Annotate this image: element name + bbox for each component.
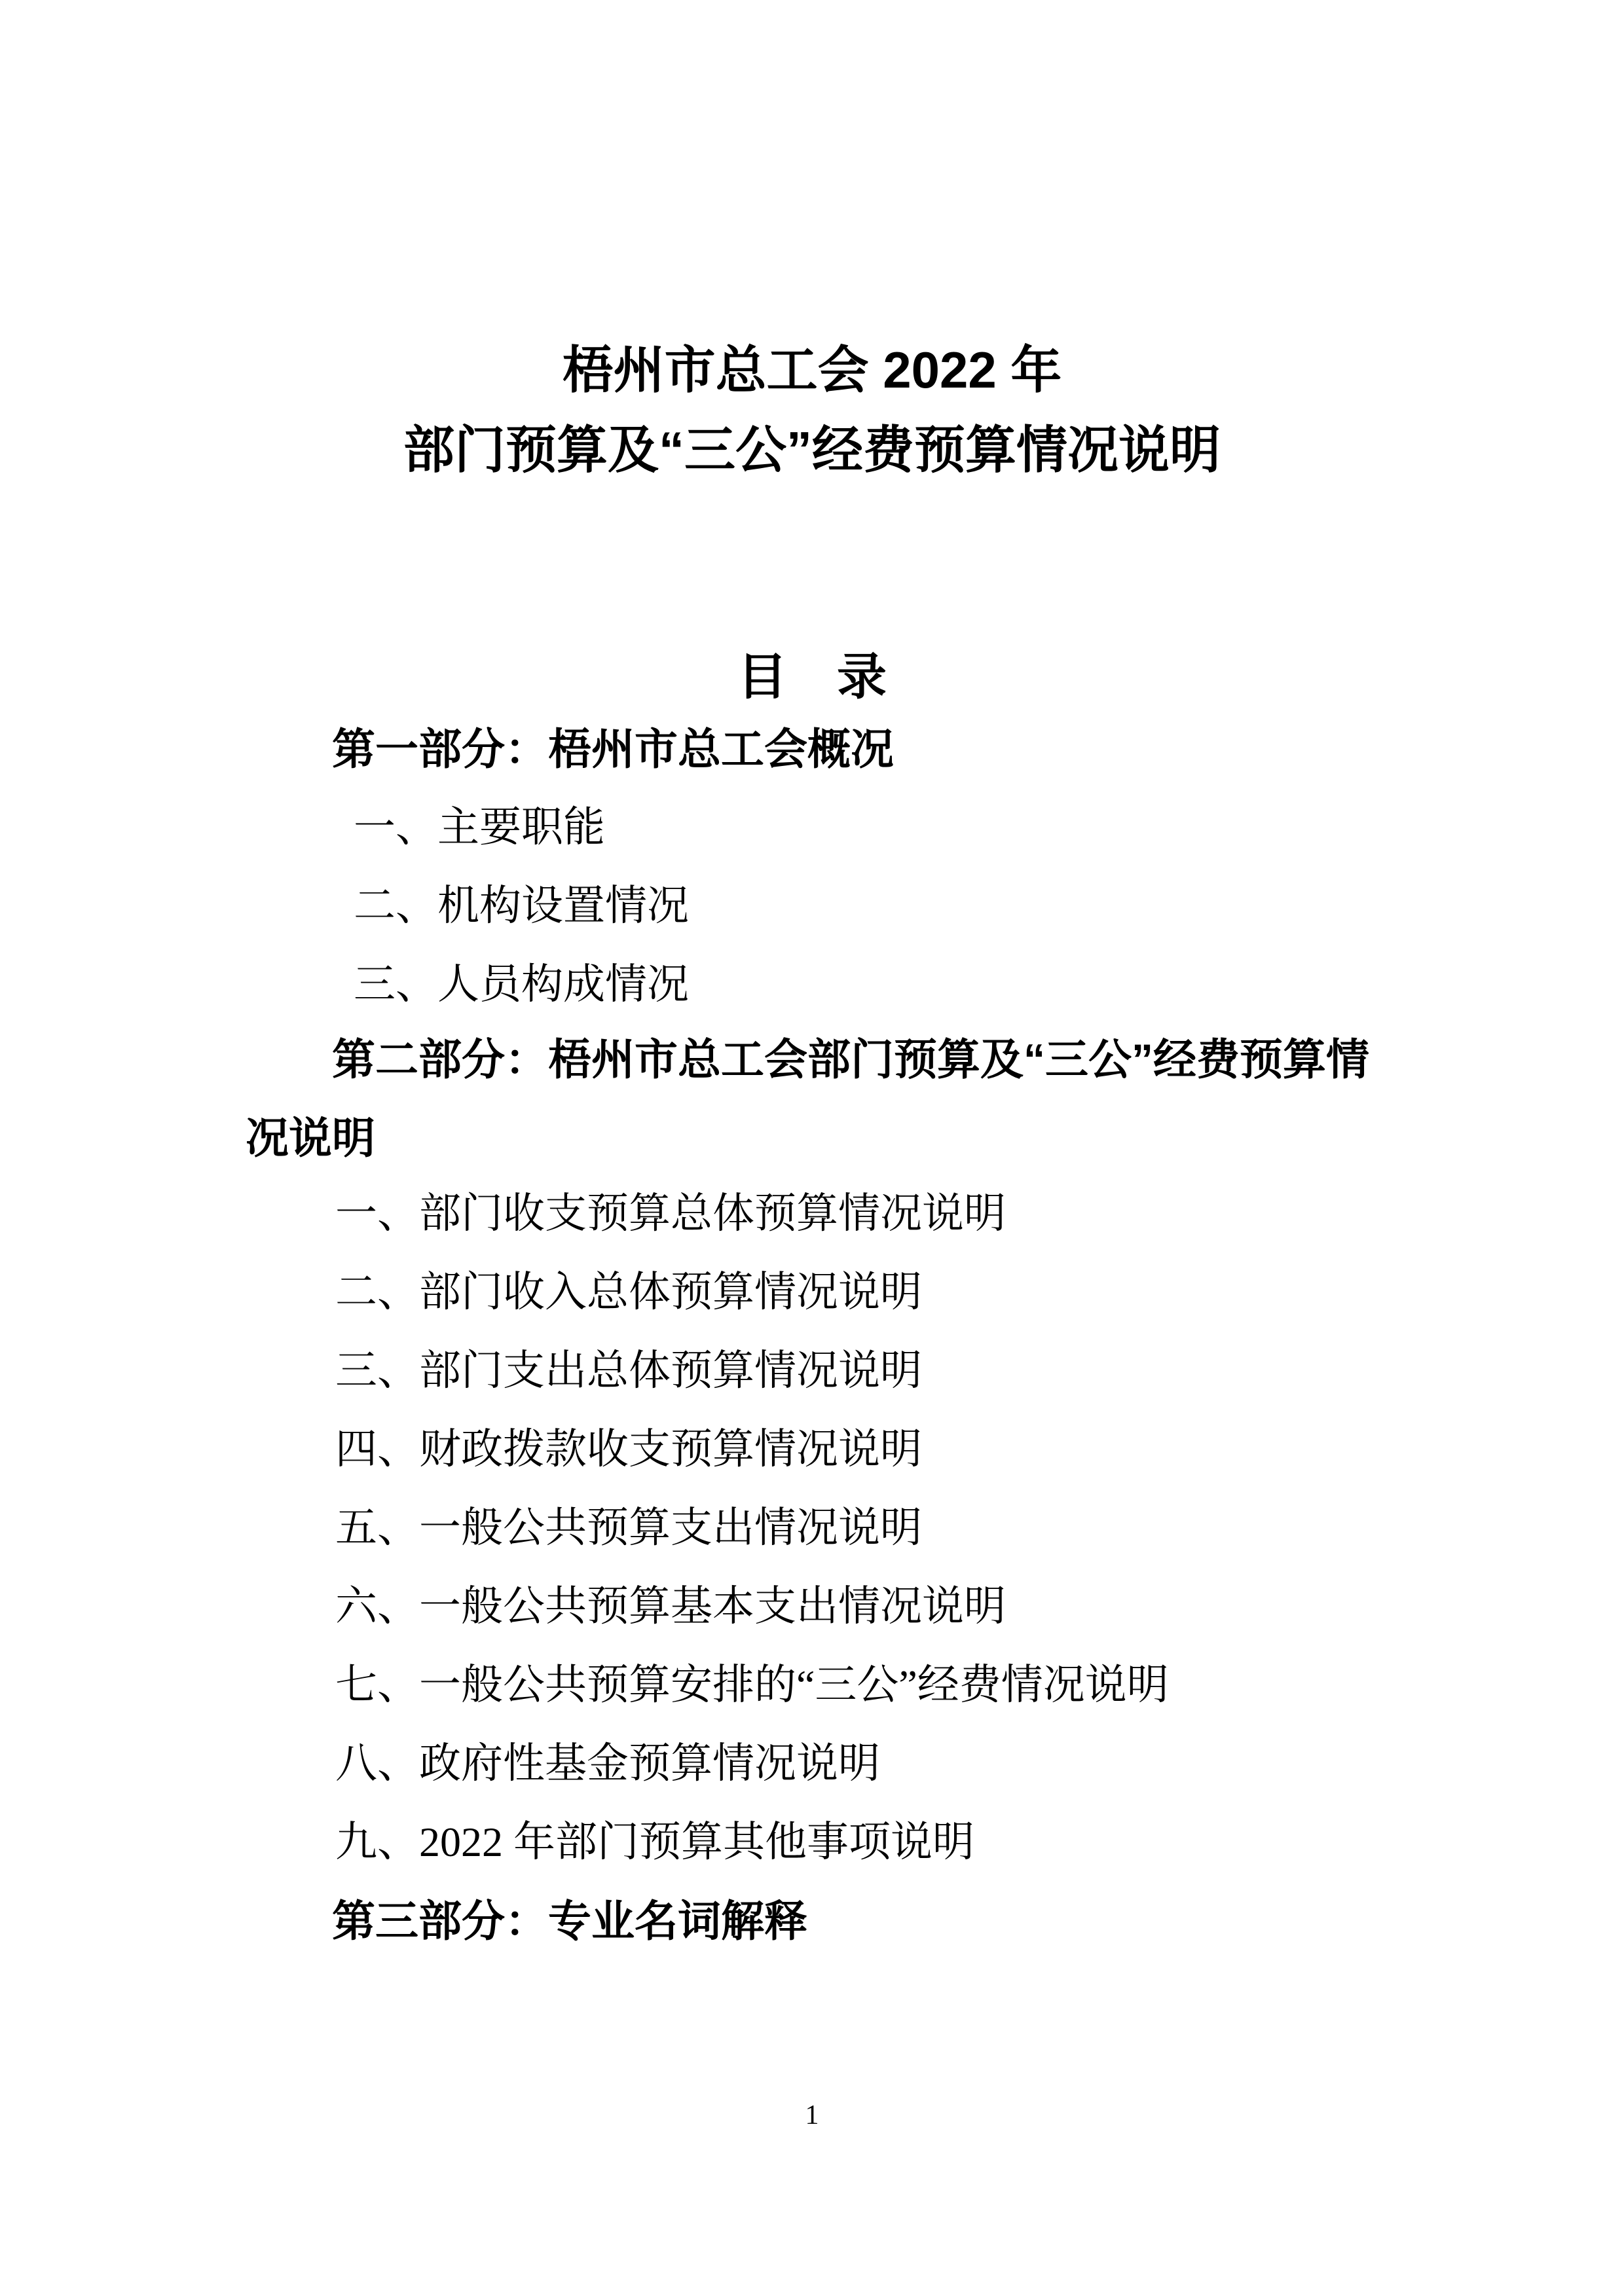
toc-item-part1-2: 二、机构设置情况 xyxy=(354,883,689,929)
toc-item-part2-4: 四、财政拨款收支预算情况说明 xyxy=(335,1426,922,1472)
document-title-line-1: 梧州市总工会 2022 年 xyxy=(562,341,1062,399)
toc-item-part2-2: 二、部门收入总体预算情况说明 xyxy=(335,1269,922,1315)
toc-item-part1-3: 三、人员构成情况 xyxy=(354,961,689,1008)
document-title-line-2: 部门预算及“三公”经费预算情况说明 xyxy=(403,421,1221,479)
toc-item-part2-1: 一、部门收支预算总体预算情况说明 xyxy=(335,1190,1006,1237)
toc-item-part2-3: 三、部门支出总体预算情况说明 xyxy=(335,1347,922,1394)
toc-title: 目 录 xyxy=(737,649,887,705)
toc-item-part2-6: 六、一般公共预算基本支出情况说明 xyxy=(335,1583,1006,1630)
part2-heading-line-2: 况说明 xyxy=(246,1114,375,1162)
toc-item-part1-1: 一、主要职能 xyxy=(354,804,605,850)
toc-item-part2-8: 八、政府性基金预算情况说明 xyxy=(335,1740,880,1787)
toc-item-part2-7: 七、一般公共预算安排的“三公”经费情况说明 xyxy=(335,1662,1169,1708)
part1-heading: 第一部分：梧州市总工会概况 xyxy=(332,725,894,773)
toc-item-part2-9: 九、2022 年部门预算其他事项说明 xyxy=(335,1819,974,1865)
part3-heading: 第三部分：专业名词解释 xyxy=(332,1897,807,1945)
part2-heading-line-1: 第二部分：梧州市总工会部门预算及“三公”经费预算情 xyxy=(332,1035,1369,1084)
toc-item-part2-5: 五、一般公共预算支出情况说明 xyxy=(335,1504,922,1551)
page-number: 1 xyxy=(805,2100,819,2130)
